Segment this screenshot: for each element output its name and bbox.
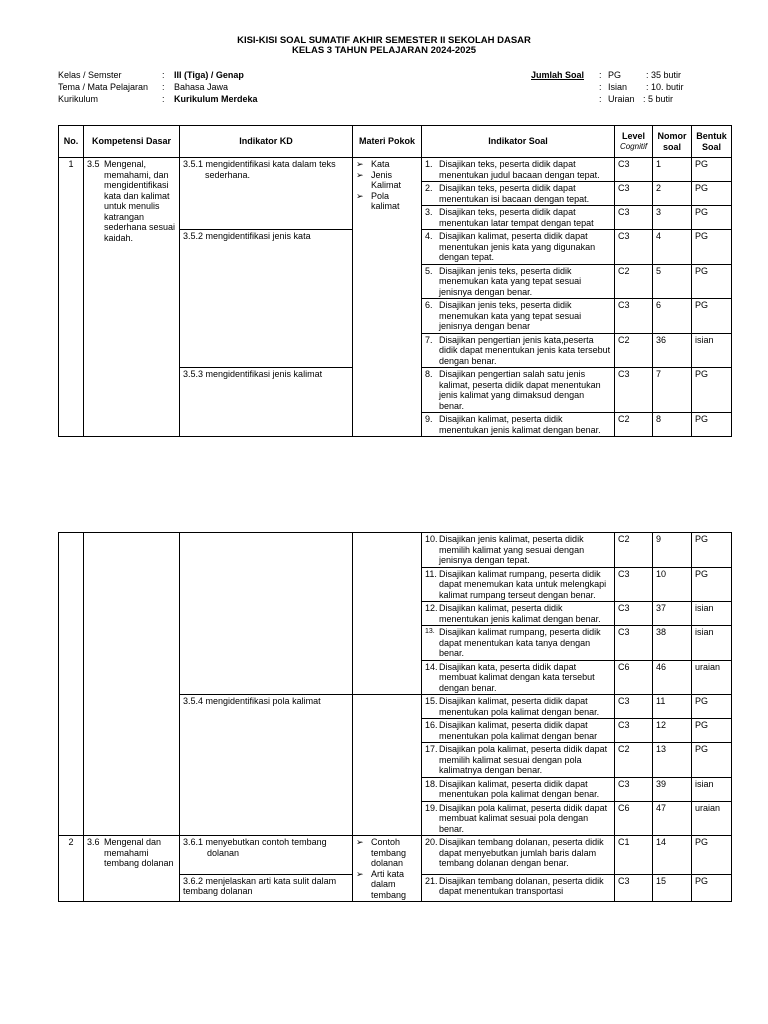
nomor-cell: 12: [653, 719, 692, 743]
tema-value: Bahasa Jawa: [174, 82, 229, 92]
indikator-soal-cell: 3. Disajikan teks, peserta didik dapat menentukan latar tempat dengan tepat: [422, 206, 615, 230]
bentuk-cell: PG: [692, 719, 732, 743]
jumlah-soal-label: Jumlah Soal: [531, 70, 585, 80]
indikator-kd-cell: 3.5.2 mengidentifikasi jenis kata: [180, 230, 353, 368]
isian-label: Isian: [608, 82, 628, 92]
nomor-cell: 13: [653, 743, 692, 778]
colon: :: [162, 82, 165, 92]
level-cell: C3: [615, 368, 653, 413]
materi-pokok-cell: [353, 158, 422, 437]
materi-pokok-cell: [353, 695, 422, 836]
nomor-cell: 37: [653, 602, 692, 626]
materi-item: ➢ Contoh tembang dolanan: [356, 837, 407, 868]
indikator-soal-cell: 15. Disajikan kalimat, peserta didik dapat menentukan pola kalimat dengan benar.: [422, 695, 615, 719]
nomor-cell: 7: [653, 368, 692, 413]
bentuk-cell: PG: [692, 264, 732, 299]
level-cell: C2: [615, 533, 653, 568]
indikator-soal-cell: 21. Disajikan tembang dolanan, peserta didik dapat menentukan transportasi: [422, 874, 615, 901]
kisi-table-page-2: [58, 532, 732, 902]
kurikulum-label: Kurikulum: [58, 94, 99, 104]
bentuk-cell: PG: [692, 368, 732, 413]
materi-item: ➢ Kata: [356, 159, 390, 169]
indikator-soal-cell: 9. Disajikan kalimat, peserta didik menentukan jenis kalimat dengan benar.: [422, 413, 615, 437]
indikator-kd-cell: 3.5.3 mengidentifikasi jenis kalimat: [180, 368, 353, 437]
level-cell: C2: [615, 333, 653, 368]
header-materi-pokok: Materi Pokok: [353, 126, 422, 158]
kelas-value: III (Tiga) / Genap: [174, 70, 244, 80]
header-bentuk-soal: Bentuk Soal: [692, 126, 732, 158]
level-cell: C2: [615, 264, 653, 299]
indikator-soal-cell: 8. Disajikan pengertian salah satu jenis kalimat, peserta didik dapat menentukan jenis kalimat yang dimaksud dengan benar.: [422, 368, 615, 413]
header-level: Level Cognitif: [615, 126, 653, 158]
indikator-soal-cell: 13. Disajikan kalimat rumpang, peserta didik dapat menentukan kata tanya dengan benar.: [422, 626, 615, 661]
colon: :: [162, 94, 165, 104]
document-subtitle: KELAS 3 TAHUN PELAJARAN 2024-2025: [291, 45, 477, 56]
level-cell: C2: [615, 743, 653, 778]
nomor-cell: 38: [653, 626, 692, 661]
pg-label: PG: [608, 70, 622, 80]
indikator-soal-cell: 11. Disajikan kalimat rumpang, peserta didik dapat menemukan kata untuk melengkapi kalimat rumpang terseut dengan benar.: [422, 567, 615, 602]
indikator-soal-cell: 18. Disajikan kalimat, peserta didik dapat menentukan pola kalimat dengan benar.: [422, 777, 615, 801]
level-cell: C3: [615, 567, 653, 602]
colon: :: [599, 82, 602, 92]
row-number: 1: [59, 158, 84, 437]
bentuk-cell: PG: [692, 743, 732, 778]
isian-value: : 10. butir: [646, 82, 684, 92]
bentuk-cell: isian: [692, 626, 732, 661]
bentuk-cell: PG: [692, 567, 732, 602]
nomor-cell: 39: [653, 777, 692, 801]
level-cell: C3: [615, 206, 653, 230]
nomor-cell: 5: [653, 264, 692, 299]
nomor-cell: 2: [653, 182, 692, 206]
bentuk-cell: PG: [692, 206, 732, 230]
level-cell: C6: [615, 660, 653, 695]
row-number: [59, 533, 84, 836]
indikator-soal-cell: 6. Disajikan jenis teks, peserta didik menemukan kata yang tepat sesuai jenisnya dengan benar: [422, 299, 615, 334]
kd-text: Mengenal dan memahami tembang dolanan: [104, 837, 174, 868]
kisi-table-page-1: [58, 125, 732, 437]
level-cell: C1: [615, 836, 653, 875]
header-indikator-kd: Indikator KD: [180, 126, 353, 158]
nomor-cell: 11: [653, 695, 692, 719]
level-cell: C3: [615, 626, 653, 661]
materi-item: ➢ Pola kalimat: [356, 190, 400, 211]
level-cell: C3: [615, 777, 653, 801]
nomor-cell: 46: [653, 660, 692, 695]
kd-number: 3.5: [87, 159, 100, 169]
colon: :: [162, 70, 165, 80]
nomor-cell: 4: [653, 230, 692, 265]
bentuk-cell: PG: [692, 533, 732, 568]
header-no: No.: [59, 126, 84, 158]
bentuk-cell: PG: [692, 230, 732, 265]
level-cell: C3: [615, 695, 653, 719]
kd-text: Mengenal, memahami, dan mengidentifikasi kata dan kalimat untuk menulis katrangan sederhana sesuai kaidah.: [104, 159, 176, 243]
level-cell: C3: [615, 299, 653, 334]
level-cell: C3: [615, 230, 653, 265]
nomor-cell: 3: [653, 206, 692, 230]
kd-number: 3.6: [87, 837, 100, 847]
indikator-soal-cell: 19. Disajikan pola kalimat, peserta didik dapat membuat kalimat sesuai pola dengan benar.: [422, 801, 615, 836]
row-number: 2: [59, 836, 84, 902]
materi-pokok-cell: [353, 533, 422, 695]
nomor-cell: 36: [653, 333, 692, 368]
uraian-value: : 5 butir: [643, 94, 674, 104]
bentuk-cell: PG: [692, 299, 732, 334]
indikator-kd-cell: 3.5.4 mengidentifikasi pola kalimat: [180, 695, 353, 836]
bentuk-cell: PG: [692, 413, 732, 437]
bentuk-cell: isian: [692, 333, 732, 368]
indikator-soal-cell: 14. Disajikan kata, peserta didik dapat membuat kalimat dengan kata tersebut dengan benar.: [422, 660, 615, 695]
indikator-soal-cell: 4. Disajikan kalimat, peserta didik dapat menentukan jenis kata yang digunakan dengan tepat.: [422, 230, 615, 265]
nomor-cell: 10: [653, 567, 692, 602]
level-cell: C3: [615, 602, 653, 626]
nomor-cell: 47: [653, 801, 692, 836]
bentuk-cell: PG: [692, 158, 732, 182]
colon: :: [599, 70, 602, 80]
bentuk-cell: uraian: [692, 801, 732, 836]
header-indikator-soal: Indikator Soal: [422, 126, 615, 158]
indikator-kd-cell: [180, 836, 353, 875]
indikator-soal-cell: 20. Disajikan tembang dolanan, peserta didik dapat menyebutkan jumlah baris dalam tembang dolanan dengan benar.: [422, 836, 615, 875]
indikator-kd-cell: [180, 158, 353, 230]
indikator-soal-cell: 5. Disajikan jenis teks, peserta didik menemukan kata yang tepat sesuai jenisnya dengan benar.: [422, 264, 615, 299]
level-cell: C3: [615, 182, 653, 206]
indikator-kd-text: 3.5.1 mengidentifikasi kata dalam teks sederhana.: [183, 159, 336, 180]
indikator-soal-cell: 2. Disajikan teks, peserta didik dapat menentukan isi bacaan dengan tepat.: [422, 182, 615, 206]
level-cell: C3: [615, 719, 653, 743]
bentuk-cell: uraian: [692, 660, 732, 695]
indikator-soal-cell: 10. Disajikan jenis kalimat, peserta didik memilih kalimat yang sesuai dengan jenisnya dengan tepat.: [422, 533, 615, 568]
uraian-label: Uraian: [608, 94, 635, 104]
nomor-cell: 6: [653, 299, 692, 334]
document-title: KISI-KISI SOAL SUMATIF AKHIR SEMESTER II SEKOLAH DASAR: [237, 35, 531, 46]
level-cell: C3: [615, 158, 653, 182]
materi-item: ➢ Jenis Kalimat: [356, 169, 402, 190]
nomor-cell: 9: [653, 533, 692, 568]
indikator-soal-cell: 12. Disajikan kalimat, peserta didik menentukan jenis kalimat dengan benar.: [422, 602, 615, 626]
indikator-soal-cell: 7. Disajikan pengertian jenis kata,peserta didik dapat menentukan jenis kata tersebut dengan benar.: [422, 333, 615, 368]
indikator-soal-cell: 17. Disajikan pola kalimat, peserta didik dapat memilih kalimat sesuai dengan pola kalimatnya dengan benar.: [422, 743, 615, 778]
bentuk-cell: PG: [692, 836, 732, 875]
level-cell: C3: [615, 874, 653, 901]
header-kompetensi-dasar: Kompetensi Dasar: [84, 126, 180, 158]
indikator-soal-cell: 1. Disajikan teks, peserta didik dapat menentukan judul bacaan dengan tepat.: [422, 158, 615, 182]
kompetensi-dasar-cell: [84, 533, 180, 836]
nomor-cell: 15: [653, 874, 692, 901]
nomor-cell: 1: [653, 158, 692, 182]
bentuk-cell: PG: [692, 695, 732, 719]
nomor-cell: 14: [653, 836, 692, 875]
bentuk-cell: isian: [692, 602, 732, 626]
nomor-cell: 8: [653, 413, 692, 437]
header-nomor-soal: Nomor soal: [653, 126, 692, 158]
pg-value: : 35 butir: [646, 70, 682, 80]
kompetensi-dasar-cell: [84, 836, 180, 902]
bentuk-cell: isian: [692, 777, 732, 801]
kelas-label: Kelas / Semster: [58, 70, 122, 80]
bentuk-cell: PG: [692, 874, 732, 901]
indikator-kd-text: 3.6.1 menyebutkan contoh tembang dolanan: [183, 837, 327, 858]
materi-pokok-cell: [353, 836, 422, 902]
materi-item: ➢ Arti kata dalam tembang: [356, 868, 407, 900]
indikator-kd-cell: 3.6.2 menjelaskan arti kata sulit dalam tembang dolanan: [180, 874, 353, 901]
indikator-soal-cell: 16. Disajikan kalimat, peserta didik dapat menentukan pola kalimat dengan benar: [422, 719, 615, 743]
bentuk-cell: PG: [692, 182, 732, 206]
tema-label: Tema / Mata Pelajaran: [58, 82, 149, 92]
level-cell: C6: [615, 801, 653, 836]
kompetensi-dasar-cell: [84, 158, 180, 437]
indikator-kd-cell: [180, 533, 353, 695]
kurikulum-value: Kurikulum Merdeka: [174, 94, 258, 104]
level-cell: C2: [615, 413, 653, 437]
colon: :: [599, 94, 602, 104]
